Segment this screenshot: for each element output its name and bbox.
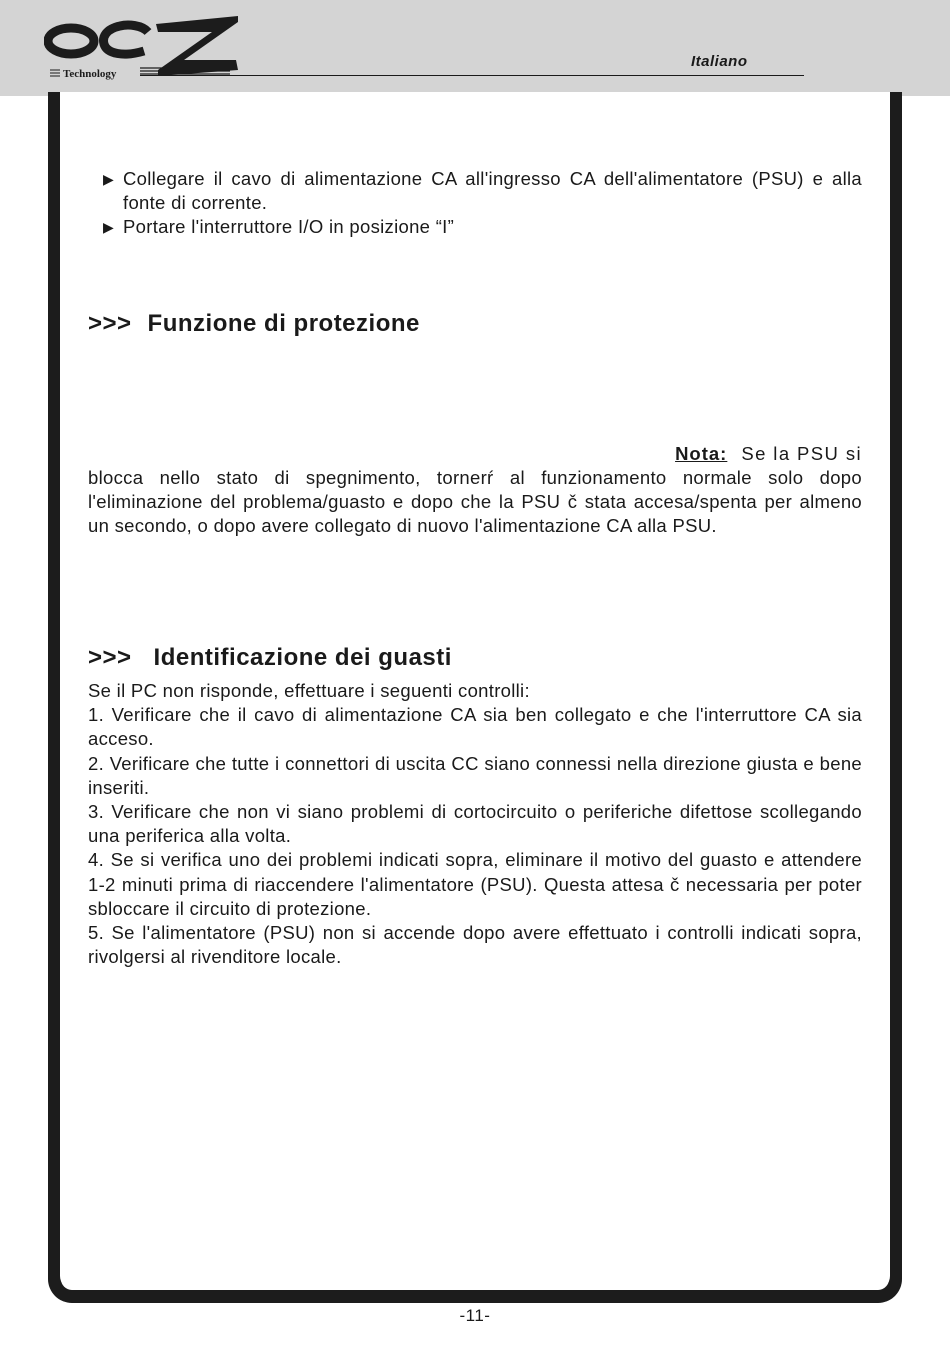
note-lead: Se la PSU si <box>741 443 862 464</box>
troubleshooting-body <box>88 679 862 969</box>
check-item-4: 4. Se si verifica uno dei problemi indicati sopra, eliminare il motivo del guasto e attendere 1-2 minuti prima di riaccendere l'alimentatore (PSU). Questa attesa č necessaria per poter sbloccare il circuito di protezione. <box>88 849 862 919</box>
section-title: Identificazione dei guasti <box>153 644 452 671</box>
bullet-text: Portare l'interruttore I/O in posizione “I” <box>123 216 455 238</box>
check-item-5: 5. Se l'alimentatore (PSU) non si accende dopo avere effettuato i controlli indicati sopra, rivolgersi al rivenditore locale. <box>88 922 862 968</box>
check-item-2: 2. Verificare che tutte i connettori di uscita CC siano connessi nella direzione giusta e bene inseriti. <box>88 752 862 798</box>
bullet-list <box>88 167 862 240</box>
note-paragraph: blocca nello stato di spegnimento, tornerŕ al funzionamento normale solo dopo l'eliminazione del problema/guasto e dopo che la PSU č stata accesa/spenta per almeno un secondo, o dopo avere collegato di nuovo l'alimentazione CA alla PSU. <box>88 467 862 537</box>
note-label: Nota: <box>675 443 728 464</box>
header-rule <box>140 75 804 76</box>
section-marker: >>> <box>88 644 132 671</box>
check-item-1: 1. Verificare che il cavo di alimentazione CA sia ben collegato e che l'interruttore CA sia acceso. <box>88 704 862 750</box>
bullet-text: Collegare il cavo di alimentazione CA all'ingresso CA dell'alimentatore (PSU) e alla fonte di corrente. <box>123 168 862 214</box>
language-label: Italiano <box>691 53 748 70</box>
section-title: Funzione di protezione <box>147 310 420 337</box>
check-item-3: 3. Verificare che non vi siano problemi di cortocircuito o periferiche difettose scollegando una periferica alla volta. <box>88 801 862 847</box>
ocz-logo <box>44 10 244 82</box>
section-marker: >>> <box>88 310 132 337</box>
triangle-right-icon: ▶ <box>103 219 115 236</box>
page-number: -11- <box>459 1306 491 1325</box>
section-heading-protection <box>88 310 862 338</box>
note-lead-line <box>88 442 862 466</box>
section-heading-troubleshooting <box>88 644 862 672</box>
troubleshooting-intro: Se il PC non risponde, effettuare i seguenti controlli: <box>88 680 530 701</box>
bullet-item <box>88 167 862 215</box>
triangle-right-icon: ▶ <box>103 171 115 187</box>
logo-subtext: Technology <box>63 68 117 80</box>
bullet-item <box>88 215 862 239</box>
